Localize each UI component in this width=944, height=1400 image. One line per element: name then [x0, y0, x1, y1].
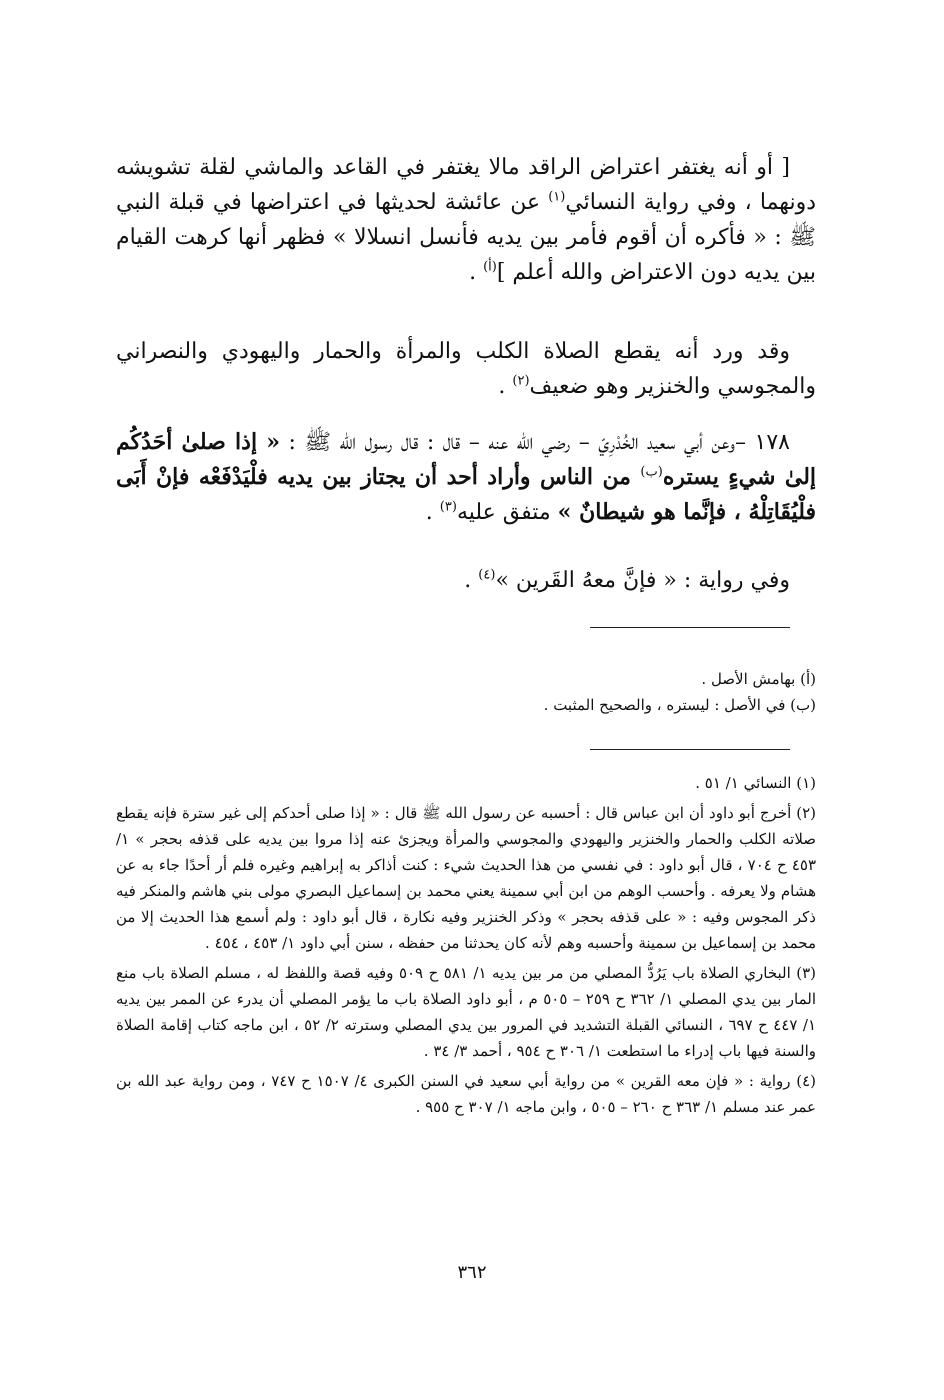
footnote-ref-4[interactable]: (٤) — [478, 567, 496, 583]
footnote-divider-2 — [590, 749, 790, 750]
numbered-footnotes — [116, 770, 816, 1124]
paragraph-hadith-178 — [116, 425, 816, 530]
footnote-ref-1[interactable]: (١) — [548, 189, 566, 205]
letter-note: (ب) في الأصل : ليستره ، والصحيح المثبت . — [543, 696, 816, 714]
other-narration-text: وفي رواية : « فإنَّ معهُ القَرين » — [495, 568, 790, 593]
paragraph-commentary — [116, 150, 816, 290]
letter-note: (أ) بهامش الأصل . — [701, 670, 816, 688]
numbered-note: (٤) رواية : « فإن معه القرين » من رواية أبي سعيد في السنن الكبرى ٤/ ١٥٠٧ ح ٧٤٧ ، ومن رواية عبد الله بن عمر عند مسلم ١/ ٣٦٣ ح ٢٦٠ – ٥٠٥ ، وابن ماجه ١/ ٣٠٧ ح ٩٥٥ . — [116, 1072, 816, 1116]
hadith-end: . — [425, 500, 440, 525]
hadith-text-b: من الناس وأراد أحد أن يجتاز بين يديه فلْيَدْفَعْه فإنْ أَبَى فلْيُقَاتِلْهُ ، فإنَّما هو شيطانٌ » — [116, 464, 816, 525]
footnote-divider-1 — [590, 627, 790, 628]
letter-footnotes — [116, 666, 816, 718]
numbered-note: (٣) البخاري الصلاة باب يَرُدُّ المصلي من مر بين يديه ١/ ٥٨١ ح ٥٠٩ وفيه قصة واللفظ له ، مسلم الصلاة باب منع المار بين يدي المصلي ١/ ٣٦٢ ح ٢٥٩ – ٥٠٥ م ، أبو داود الصلاة باب ما يؤمر المصلي أن يدرء عن الممر بين يديه ١/ ٤٤٧ ح ٦٩٧ ، النسائي القبلة التشديد في المرور بين يدي المصلي وسترته ٢/ ٥٢ ، ابن ماجه كتاب إقامة الصلاة والسنة فيها باب إدراء ما استطعت ١/ ٣٠٦ ح ٩٥٤ ، أحمد ٣/ ٣٤ . — [116, 964, 817, 1060]
numbered-note: (٢) أخرج أبو داود أن ابن عباس قال : أحسبه عن رسول الله ﷺ قال : « إذا صلى أحدكم إلى غير سترة فإنه يقطع صلاته الكلب والحمار والخنزير واليهودي والمجوسي والمرأة ويجزئ عنه إذا مروا بين يديه على قذفه بحجر » ١/ ٤٥٣ ح ٧٠٤ ، قال أبو داود : في نفسي من هذا الحديث شيء : كنت أذاكر به إبراهيم وغيره فلم أر أحدًا جاء به عن هشام ولا يعرفه . وأحسب الوهم من ابن أبي سمينة يعني محمد بن إسماعيل البصري مولى بني هاشم والمنكر فيه ذكر المجوس وفيه : « على قذفه بحجر » وذكر الخنزير وفيه نكارة ، قال أبو داود : ولم أسمع هذا الحديث إلا من محمد بن إسماعيل بن سمينة وأحسبه وهم لأنه كان يحدثنا من حفظه ، سنن أبي داود ١/ ٤٥٣ ، ٤٥٤ . — [116, 804, 817, 952]
paragraph-weak-narration — [116, 334, 816, 404]
hadith-text-a: « إذا صلىٰ أحَدُكُم إلىٰ شيءٍ يستره — [116, 429, 817, 490]
commentary-text-a: [ أو أنه يغتفر اعتراض الراقد مالا يغتفر في القاعد والماشي لقلة تشويشه دونهما ، وفي رواية النسائي — [116, 155, 816, 215]
footnote-ref-b[interactable]: (ب) — [640, 464, 663, 480]
footnote-ref-a[interactable]: (أ) — [483, 259, 497, 275]
page-number: ٣٦٢ — [457, 1262, 487, 1283]
other-narration-end: . — [464, 568, 479, 593]
commentary-end: . — [469, 260, 484, 285]
weak-narration-end: . — [498, 374, 513, 399]
hadith-grading: متفق عليه — [456, 500, 558, 525]
paragraph-other-narration — [116, 563, 816, 598]
footnote-ref-2[interactable]: (٢) — [512, 373, 530, 389]
numbered-note: (١) النسائي ١/ ٥١ . — [695, 774, 816, 792]
hadith-intro: ١٧٨ –وعن أبي سعيد الخُدْرِيّ – رضي الله عنه – قال : قال رسول الله ﷺ : — [280, 430, 790, 455]
weak-narration-text: وقد ورد أنه يقطع الصلاة الكلب والمرأة والحمار واليهودي والنصراني والمجوسي والخنزير وهو ضعيف — [116, 339, 816, 399]
footnote-ref-3[interactable]: (٣) — [439, 499, 457, 515]
commentary-text-b: عن عائشة لحديثها في اعتراضها في قبلة النبي ﷺ : « فأكره أن أقوم فأمر بين يديه فأنسل انسلالا » فظهر أنها كرهت القيام بين يديه دون الاعتراض والله أعلم ] — [116, 190, 816, 285]
